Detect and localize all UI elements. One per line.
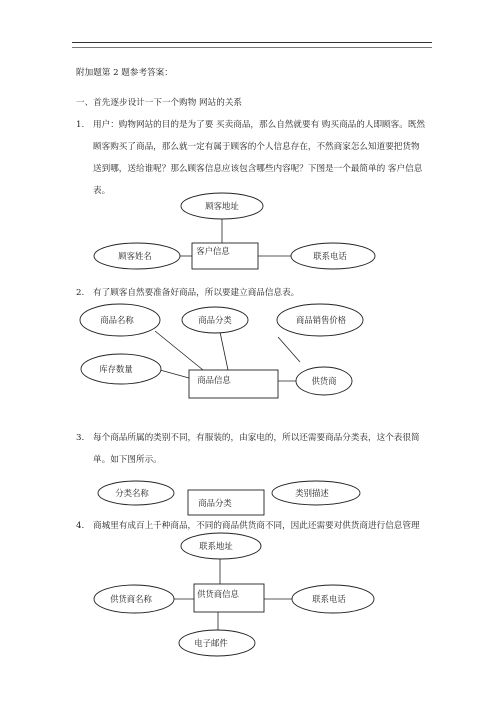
edge-product-category: [220, 332, 228, 370]
label-customer-address: 顾客地址: [205, 201, 239, 211]
supplier-diagram: [94, 533, 374, 656]
edge-product-price: [278, 337, 300, 362]
item-number-4: 4.: [76, 521, 85, 531]
category-diagram: [98, 481, 360, 515]
label-category-name: 分类名称: [115, 488, 149, 498]
label-customer-name: 顾客姓名: [118, 251, 152, 261]
item-2-line-1: 有了顾客自然要准备好商品，所以要建立商品信息表。: [93, 288, 300, 298]
label-product-stock: 库存数量: [99, 364, 133, 374]
label-supplier-entity: 供货商信息: [197, 589, 239, 599]
section-heading: 一、首先逐步设计一下一个购物 网站的关系: [76, 98, 243, 108]
item-1-line-3: 送到哪，送给谁呢？那么顾客信息应该包含哪些内容呢？下图是一个最简单的 客户信息: [93, 164, 423, 174]
label-product-entity: 商品信息: [197, 375, 231, 385]
edge-product-name: [155, 331, 203, 370]
label-category-entity: 商品分类: [198, 498, 232, 508]
item-3-line-1: 每个商品所属的类别不同，有服装的，由家电的，所以还需要商品分类表，这个表很简: [93, 433, 420, 443]
label-customer-phone: 联系电话: [313, 251, 347, 261]
label-product-price: 商品销售价格: [295, 315, 347, 325]
label-category-desc: 类别描述: [295, 488, 329, 498]
item-number-3: 3.: [76, 433, 85, 443]
item-3-line-2: 单。如下图所示。: [93, 455, 162, 465]
label-product-category: 商品分类: [198, 315, 232, 325]
label-supplier-phone: 联系电话: [312, 594, 346, 604]
label-supplier-name: 供货商名称: [110, 594, 152, 604]
customer-diagram: [94, 193, 375, 269]
page-title: 附加题第 2 题参考答案：: [76, 68, 173, 78]
label-supplier-address: 联系地址: [199, 541, 233, 551]
item-1-line-1: 用户：购物网站的目的是为了要 买卖商品，那么自然就要有 购买商品的人即顾客。既然: [93, 120, 426, 130]
label-product-supplier: 供货商: [311, 376, 337, 386]
label-supplier-email: 电子邮件: [194, 638, 228, 648]
label-customer-entity: 客户信息: [196, 246, 230, 256]
edge-product-stock: [160, 370, 189, 378]
item-1-line-2: 顾客购买了商品，那么就一定有属于顾客的个人信息存在，不然商家怎么知道要把货物: [93, 142, 420, 152]
item-1-line-4: 表。: [93, 186, 111, 196]
item-number-1: 1.: [76, 120, 85, 130]
item-number-2: 2.: [76, 288, 85, 298]
item-4-line-1: 商城里有成百上千种商品，不同的商品供货商不同，因此还需要对供货商进行信息管理: [93, 521, 420, 531]
label-product-name: 商品名称: [100, 315, 134, 325]
product-diagram: [80, 304, 363, 398]
